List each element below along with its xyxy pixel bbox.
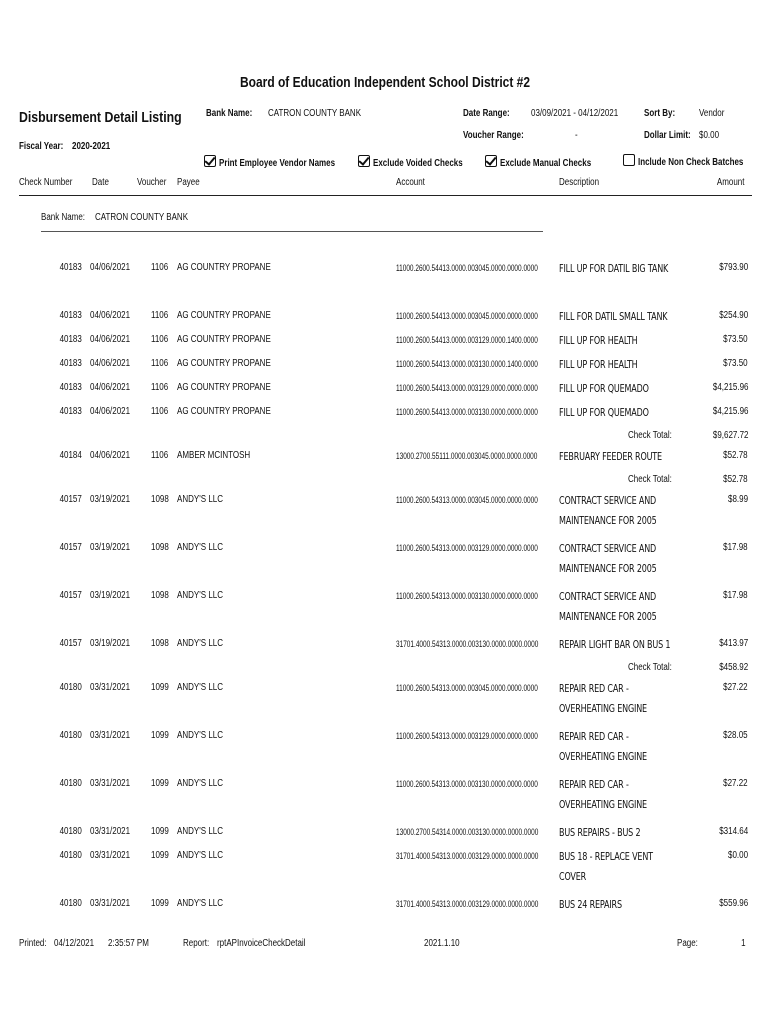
date-range-label: Date Range: <box>463 108 510 119</box>
col-date: Date <box>92 177 109 188</box>
row-payee: ANDY'S LLC <box>177 898 223 909</box>
row-date: 03/19/2021 <box>90 542 131 553</box>
check-total-label: Check Total: <box>628 474 672 485</box>
row-date: 03/31/2021 <box>90 682 131 693</box>
header-divider <box>19 195 752 196</box>
row-check-number: 40183 <box>59 406 82 417</box>
row-check-number: 40183 <box>59 310 82 321</box>
row-voucher: 1106 <box>151 382 169 393</box>
row-date: 04/06/2021 <box>90 334 131 345</box>
option-label: Print Employee Vendor Names <box>219 158 336 169</box>
row-amount: $8.99 <box>727 494 748 505</box>
row-payee: AMBER MCINTOSH <box>177 450 251 461</box>
row-voucher: 1106 <box>151 358 169 369</box>
row-amount: $73.50 <box>723 358 748 369</box>
row-amount: $4,215.96 <box>712 382 748 393</box>
row-check-number: 40180 <box>59 826 82 837</box>
row-account: 11000.2600.54313.0000.003045.0000.0000.0000 <box>396 683 538 693</box>
row-description-line1: BUS 18 - REPLACE VENT <box>559 851 653 863</box>
row-voucher: 1106 <box>151 262 169 273</box>
row-voucher: 1099 <box>151 730 169 741</box>
col-check-number: Check Number <box>19 177 73 188</box>
bank-name-value: CATRON COUNTY BANK <box>268 108 362 119</box>
fiscal-year-value: 2020-2021 <box>72 141 111 152</box>
row-description-line1: FILL FOR DATIL SMALL TANK <box>559 311 668 323</box>
row-account: 11000.2600.54313.0000.003130.0000.0000.0000 <box>396 779 538 789</box>
row-description-line1: REPAIR RED CAR - <box>559 779 629 791</box>
row-check-number: 40183 <box>59 262 82 273</box>
row-description-line2: MAINTENANCE FOR 2005 <box>559 611 657 623</box>
row-description-line1: FEBRUARY FEEDER ROUTE <box>559 451 662 463</box>
option-label: Include Non Check Batches <box>638 157 744 168</box>
row-description-line1: REPAIR LIGHT BAR ON BUS 1 <box>559 639 671 651</box>
row-payee: ANDY'S LLC <box>177 590 223 601</box>
sort-by-value: Vendor <box>699 108 725 119</box>
col-amount: Amount <box>716 177 744 188</box>
row-date: 04/06/2021 <box>90 450 131 461</box>
row-payee: ANDY'S LLC <box>177 730 223 741</box>
row-voucher: 1106 <box>151 450 169 461</box>
row-amount: $4,215.96 <box>712 406 748 417</box>
row-amount: $314.64 <box>719 826 748 837</box>
row-check-number: 40180 <box>59 850 82 861</box>
check-total-label: Check Total: <box>628 662 672 673</box>
row-payee: AG COUNTRY PROPANE <box>177 310 271 321</box>
row-payee: ANDY'S LLC <box>177 494 223 505</box>
row-description-line1: CONTRACT SERVICE AND <box>559 543 657 555</box>
row-account: 31701.4000.54313.0000.003129.0000.0000.0000 <box>396 899 539 909</box>
check-total-amount: $52.78 <box>723 474 748 485</box>
col-voucher: Voucher <box>137 177 167 188</box>
row-amount: $27.22 <box>723 778 748 789</box>
row-amount: $793.90 <box>719 262 748 273</box>
row-check-number: 40180 <box>59 898 82 909</box>
row-date: 03/31/2021 <box>90 730 131 741</box>
option-exclude-manual-checks[interactable] <box>485 153 614 171</box>
row-description-line2: OVERHEATING ENGINE <box>559 799 647 811</box>
row-voucher: 1099 <box>151 826 169 837</box>
col-description: Description <box>559 177 600 188</box>
row-account: 11000.2600.54413.0000.003045.0000.0000.0000 <box>396 263 538 273</box>
row-account: 31701.4000.54313.0000.003129.0000.0000.0000 <box>396 851 539 861</box>
row-payee: ANDY'S LLC <box>177 542 223 553</box>
voucher-range-label: Voucher Range: <box>463 130 524 141</box>
checkbox-unchecked-icon[interactable] <box>623 154 635 166</box>
group-divider <box>41 231 543 232</box>
checkbox-checked-icon[interactable] <box>358 155 370 167</box>
date-range-value: 03/09/2021 - 04/12/2021 <box>531 108 619 119</box>
row-account: 11000.2600.54313.0000.003045.0000.0000.0000 <box>396 495 538 505</box>
row-description-line1: REPAIR RED CAR - <box>559 731 629 743</box>
row-account: 11000.2600.54413.0000.003129.0000.1400.0000 <box>396 335 538 345</box>
row-description-line2: MAINTENANCE FOR 2005 <box>559 563 657 575</box>
row-amount: $559.96 <box>719 898 748 909</box>
row-voucher: 1106 <box>151 406 169 417</box>
row-date: 04/06/2021 <box>90 262 131 273</box>
row-description-line1: FILL UP FOR QUEMADO <box>559 383 649 395</box>
row-payee: AG COUNTRY PROPANE <box>177 358 271 369</box>
row-voucher: 1099 <box>151 778 169 789</box>
report-title: Board of Education Independent School District #2 <box>239 74 531 91</box>
row-description-line2: OVERHEATING ENGINE <box>559 703 647 715</box>
printed-date: 04/12/2021 <box>54 938 95 949</box>
option-print-employee-vendor-names[interactable] <box>204 153 364 171</box>
row-amount: $17.98 <box>723 590 748 601</box>
row-voucher: 1106 <box>151 334 169 345</box>
row-voucher: 1098 <box>151 590 169 601</box>
dollar-limit-label: Dollar Limit: <box>644 130 691 141</box>
report-name: rptAPInvoiceCheckDetail <box>217 938 306 949</box>
row-check-number: 40183 <box>59 382 82 393</box>
row-account: 11000.2600.54313.0000.003129.0000.0000.0000 <box>396 543 538 553</box>
row-date: 04/06/2021 <box>90 358 131 369</box>
row-payee: AG COUNTRY PROPANE <box>177 406 271 417</box>
version: 2021.1.10 <box>424 938 460 949</box>
row-date: 03/31/2021 <box>90 850 131 861</box>
col-payee: Payee <box>177 177 200 188</box>
row-payee: AG COUNTRY PROPANE <box>177 382 271 393</box>
row-check-number: 40157 <box>59 494 82 505</box>
row-description-line2: COVER <box>559 871 587 883</box>
row-description-line1: REPAIR RED CAR - <box>559 683 629 695</box>
row-account: 31701.4000.54313.0000.003130.0000.0000.0000 <box>396 639 539 649</box>
row-amount: $17.98 <box>723 542 748 553</box>
row-check-number: 40180 <box>59 778 82 789</box>
group-bank-label: Bank Name: <box>41 212 86 223</box>
checkbox-checked-icon[interactable] <box>485 155 497 167</box>
row-account: 11000.2600.54413.0000.003129.0000.0000.0000 <box>396 383 538 393</box>
row-date: 04/06/2021 <box>90 382 131 393</box>
page-label: Page: <box>677 938 698 949</box>
option-label: Exclude Voided Checks <box>373 158 463 169</box>
printed-time: 2:35:57 PM <box>108 938 149 949</box>
row-amount: $254.90 <box>719 310 748 321</box>
row-description-line1: BUS REPAIRS - BUS 2 <box>559 827 641 839</box>
row-description-line2: MAINTENANCE FOR 2005 <box>559 515 657 527</box>
row-check-number: 40183 <box>59 358 82 369</box>
row-amount: $73.50 <box>723 334 748 345</box>
row-voucher: 1098 <box>151 542 169 553</box>
row-date: 03/19/2021 <box>90 494 131 505</box>
row-account: 13000.2700.55111.0000.003045.0000.0000.0000 <box>396 451 538 461</box>
row-date: 03/31/2021 <box>90 778 131 789</box>
row-voucher: 1098 <box>151 494 169 505</box>
row-voucher: 1106 <box>151 310 169 321</box>
row-date: 03/31/2021 <box>90 826 131 837</box>
row-description-line1: BUS 24 REPAIRS <box>559 899 622 911</box>
row-check-number: 40157 <box>59 542 82 553</box>
row-amount: $28.05 <box>723 730 748 741</box>
row-description-line1: CONTRACT SERVICE AND <box>559 591 657 603</box>
row-payee: ANDY'S LLC <box>177 638 223 649</box>
row-payee: AG COUNTRY PROPANE <box>177 262 271 273</box>
row-account: 11000.2600.54413.0000.003130.0000.1400.0000 <box>396 359 538 369</box>
row-description-line2: OVERHEATING ENGINE <box>559 751 647 763</box>
page-number: 1 <box>741 938 746 949</box>
row-payee: ANDY'S LLC <box>177 682 223 693</box>
check-total-amount: $458.92 <box>719 662 748 673</box>
row-account: 11000.2600.54413.0000.003130.0000.0000.0000 <box>396 407 538 417</box>
row-description-line1: FILL UP FOR HEALTH <box>559 359 638 371</box>
voucher-range-value: - <box>575 130 578 141</box>
row-amount: $0.00 <box>727 850 748 861</box>
row-date: 03/31/2021 <box>90 898 131 909</box>
row-date: 03/19/2021 <box>90 590 131 601</box>
option-include-non-check-batches[interactable] <box>623 152 770 170</box>
group-bank-value: CATRON COUNTY BANK <box>95 212 189 223</box>
row-description-line1: FILL UP FOR QUEMADO <box>559 407 649 419</box>
bank-name-label: Bank Name: <box>206 108 253 119</box>
dollar-limit-value: $0.00 <box>699 130 720 141</box>
row-date: 04/06/2021 <box>90 406 131 417</box>
row-check-number: 40157 <box>59 590 82 601</box>
row-date: 04/06/2021 <box>90 310 131 321</box>
row-check-number: 40184 <box>59 450 82 461</box>
row-date: 03/19/2021 <box>90 638 131 649</box>
row-description-line1: CONTRACT SERVICE AND <box>559 495 657 507</box>
report-label: Report: <box>183 938 210 949</box>
row-account: 11000.2600.54313.0000.003129.0000.0000.0000 <box>396 731 538 741</box>
row-account: 11000.2600.54413.0000.003045.0000.0000.0000 <box>396 311 538 321</box>
row-description-line1: FILL UP FOR DATIL BIG TANK <box>559 263 669 275</box>
row-payee: ANDY'S LLC <box>177 778 223 789</box>
printed-label: Printed: <box>19 938 47 949</box>
sort-by-label: Sort By: <box>644 108 676 119</box>
col-account: Account <box>396 177 425 188</box>
row-check-number: 40180 <box>59 682 82 693</box>
option-exclude-voided-checks[interactable] <box>358 153 485 171</box>
checkbox-checked-icon[interactable] <box>204 155 216 167</box>
row-account: 11000.2600.54313.0000.003130.0000.0000.0000 <box>396 591 538 601</box>
fiscal-year-label: Fiscal Year: <box>19 141 64 152</box>
row-voucher: 1099 <box>151 850 169 861</box>
row-check-number: 40183 <box>59 334 82 345</box>
row-amount: $413.97 <box>719 638 748 649</box>
row-amount: $52.78 <box>723 450 748 461</box>
row-payee: ANDY'S LLC <box>177 826 223 837</box>
row-payee: ANDY'S LLC <box>177 850 223 861</box>
option-label: Exclude Manual Checks <box>500 158 592 169</box>
row-account: 13000.2700.54314.0000.003130.0000.0000.0000 <box>396 827 539 837</box>
row-description-line1: FILL UP FOR HEALTH <box>559 335 638 347</box>
check-total-amount: $9,627.72 <box>712 430 748 441</box>
row-check-number: 40157 <box>59 638 82 649</box>
row-payee: AG COUNTRY PROPANE <box>177 334 271 345</box>
report-subtitle: Disbursement Detail Listing <box>19 109 182 126</box>
row-check-number: 40180 <box>59 730 82 741</box>
row-amount: $27.22 <box>723 682 748 693</box>
check-total-label: Check Total: <box>628 430 672 441</box>
row-voucher: 1099 <box>151 682 169 693</box>
row-voucher: 1098 <box>151 638 169 649</box>
row-voucher: 1099 <box>151 898 169 909</box>
